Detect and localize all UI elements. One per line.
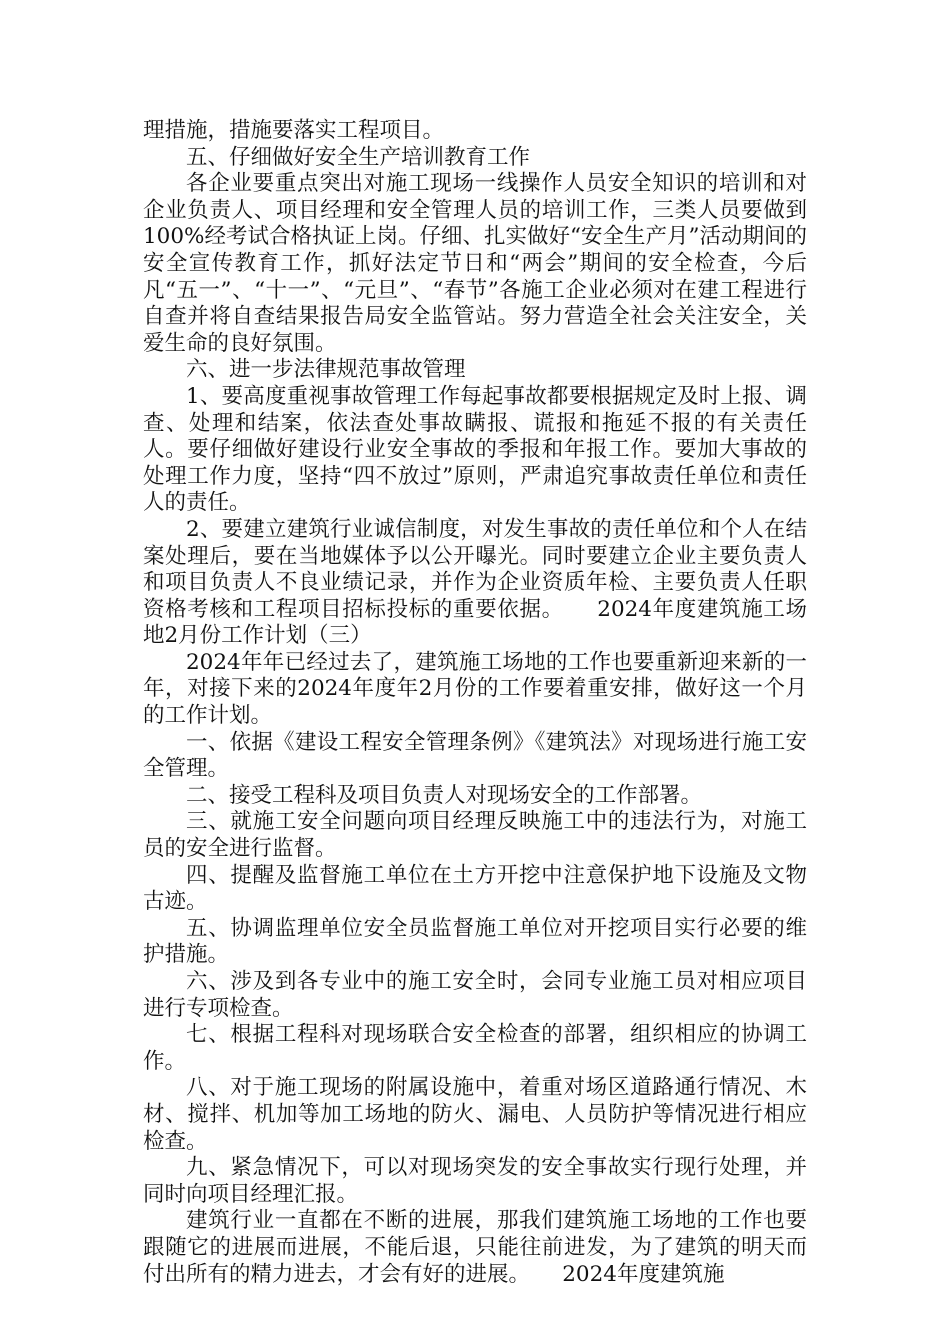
list-item: 五、协调监理单位安全员监督施工单位对开挖项目实行必要的维护措施。 xyxy=(143,915,807,968)
paragraph: 建筑行业一直都在不断的进展，那我们建筑施工场地的工作也要跟随它的进展而进展，不能后退，只能往前进发，为了建筑的明天而付出所有的精力进去，才会有好的进展。 2024年度建筑施 xyxy=(143,1208,807,1287)
paragraph: 1、要高度重视事故管理工作每起事故都要根据规定及时上报、调查、处理和结案，依法查处事故瞒报、谎报和拖延不报的有关责任人。要仔细做好建设行业安全事故的季报和年报工作。要加大事故的处理工作力度，坚持“四不放过”原则，严肃追究事故责任单位和责任人的责任。 xyxy=(143,383,807,516)
paragraph: 2024年年已经过去了，建筑施工场地的工作也要重新迎来新的一年，对接下来的2024年度年2月份的工作要着重安排，做好这一个月的工作计划。 xyxy=(143,649,807,729)
list-item: 九、紧急情况下，可以对现场突发的安全事故实行现行处理，并同时向项目经理汇报。 xyxy=(143,1155,807,1207)
list-item: 七、根据工程科对现场联合安全检查的部署，组织相应的协调工作。 xyxy=(143,1022,807,1074)
list-item: 一、依据《建设工程安全管理条例》《建筑法》对现场进行施工安全管理。 xyxy=(143,729,807,782)
paragraph: 各企业要重点突出对施工现场一线操作人员安全知识的培训和对企业负责人、项目经理和安全管理人员的培训工作，三类人员要做到100%经考试合格执证上岗。仔细、扎实做好“安全生产月”活动期间的安全宣传教育工作，抓好法定节日和“两会”期间的安全检查，今后凡“五一”、“十一”、“元旦”、“春节”各施工企业必须对在建工程进行自查并将自查结果报告局安全监管站。努力营造全社会关注安全，关爱生命的良好氛围。 xyxy=(143,171,807,356)
list-item: 三、就施工安全问题向项目经理反映施工中的违法行为，对施工员的安全进行监督。 xyxy=(143,809,807,862)
list-item: 四、提醒及监督施工单位在土方开挖中注意保护地下设施及文物古迹。 xyxy=(143,862,807,915)
paragraph: 理措施，措施要落实工程项目。 xyxy=(143,118,445,143)
list-item: 六、涉及到各专业中的施工安全时，会同专业施工员对相应项目进行专项检查。 xyxy=(143,969,807,1021)
section-heading: 五、仔细做好安全生产培训教育工作 xyxy=(186,144,531,170)
section-heading: 六、进一步法律规范事故管理 xyxy=(186,357,466,383)
list-item: 八、对于施工现场的附属设施中，着重对场区道路通行情况、木材、搅拌、机加等加工场地的防火、漏电、人员防护等情况进行相应检查。 xyxy=(143,1075,807,1154)
document-page xyxy=(143,118,807,1288)
list-item: 二、接受工程科及项目负责人对现场安全的工作部署。 xyxy=(186,782,703,808)
paragraph: 2、要建立建筑行业诚信制度，对发生事故的责任单位和个人在结案处理后，要在当地媒体予以公开曝光。同时要建立企业主要负责人和项目负责人不良业绩记录，并作为企业资质年检、主要负责人任职资格考核和工程项目招标投标的重要依据。 2024年度建筑施工场地2月份工作计划（三） xyxy=(143,516,807,649)
